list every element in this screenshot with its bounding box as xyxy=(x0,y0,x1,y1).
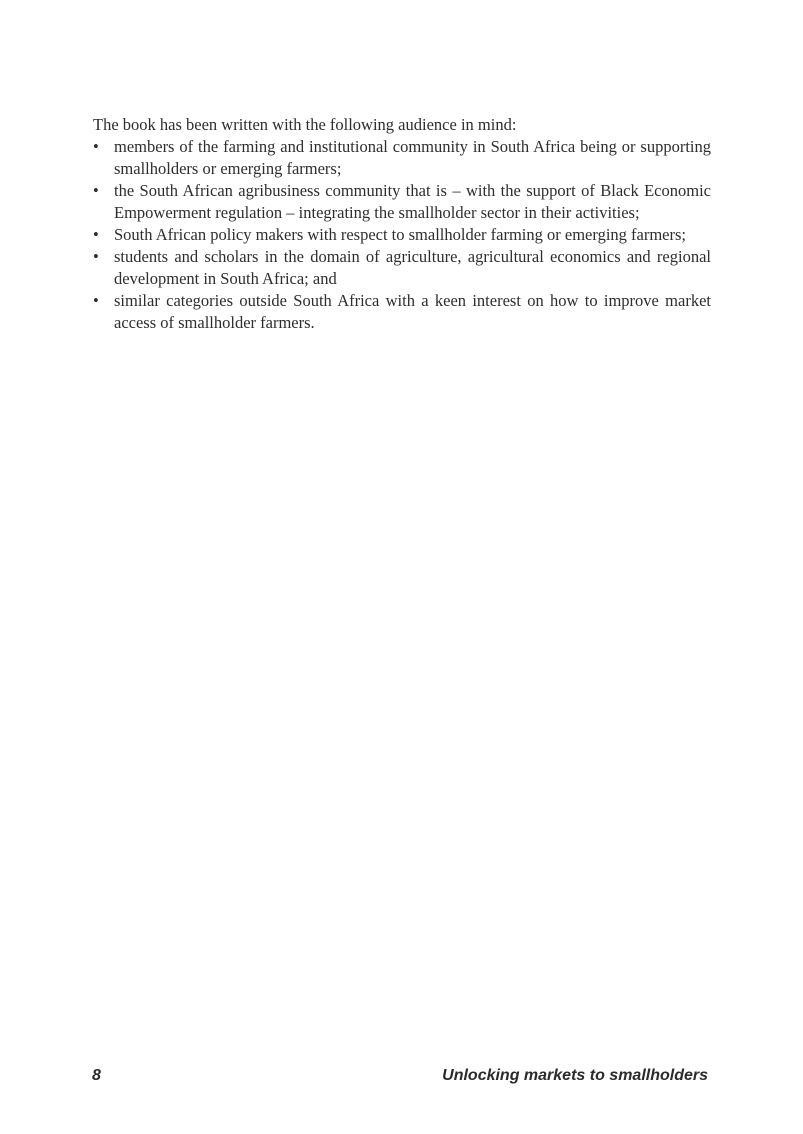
list-item-text: South African policy makers with respect to smallholder farming or emerging farmers; xyxy=(114,225,686,244)
list-item xyxy=(93,290,711,334)
list-item-text: similar categories outside South Africa with a keen interest on how to improve market access of smallholder farmers. xyxy=(114,291,711,332)
bullet-icon: • xyxy=(93,247,99,266)
intro-paragraph: The book has been written with the following audience in mind: xyxy=(93,115,517,134)
list-item-text: the South African agribusiness community that is – with the support of Black Economic Empowerment regulation – integrating the smallholder sector in their activities; xyxy=(114,181,711,222)
list-item-text: members of the farming and institutional community in South Africa being or supporting smallholders or emerging farmers; xyxy=(114,137,711,178)
list-item xyxy=(93,224,711,246)
body-text xyxy=(93,114,711,334)
audience-list xyxy=(93,136,711,334)
list-item xyxy=(93,180,711,224)
running-footer-title: Unlocking markets to smallholders xyxy=(442,1067,708,1084)
page-number: 8 xyxy=(92,1067,101,1084)
list-item-text: students and scholars in the domain of agriculture, agricultural economics and regional development in South Africa; and xyxy=(114,247,711,288)
bullet-icon: • xyxy=(93,291,99,310)
bullet-icon: • xyxy=(93,225,99,244)
bullet-icon: • xyxy=(93,137,99,156)
list-item xyxy=(93,136,711,180)
list-item xyxy=(93,246,711,290)
bullet-icon: • xyxy=(93,181,99,200)
